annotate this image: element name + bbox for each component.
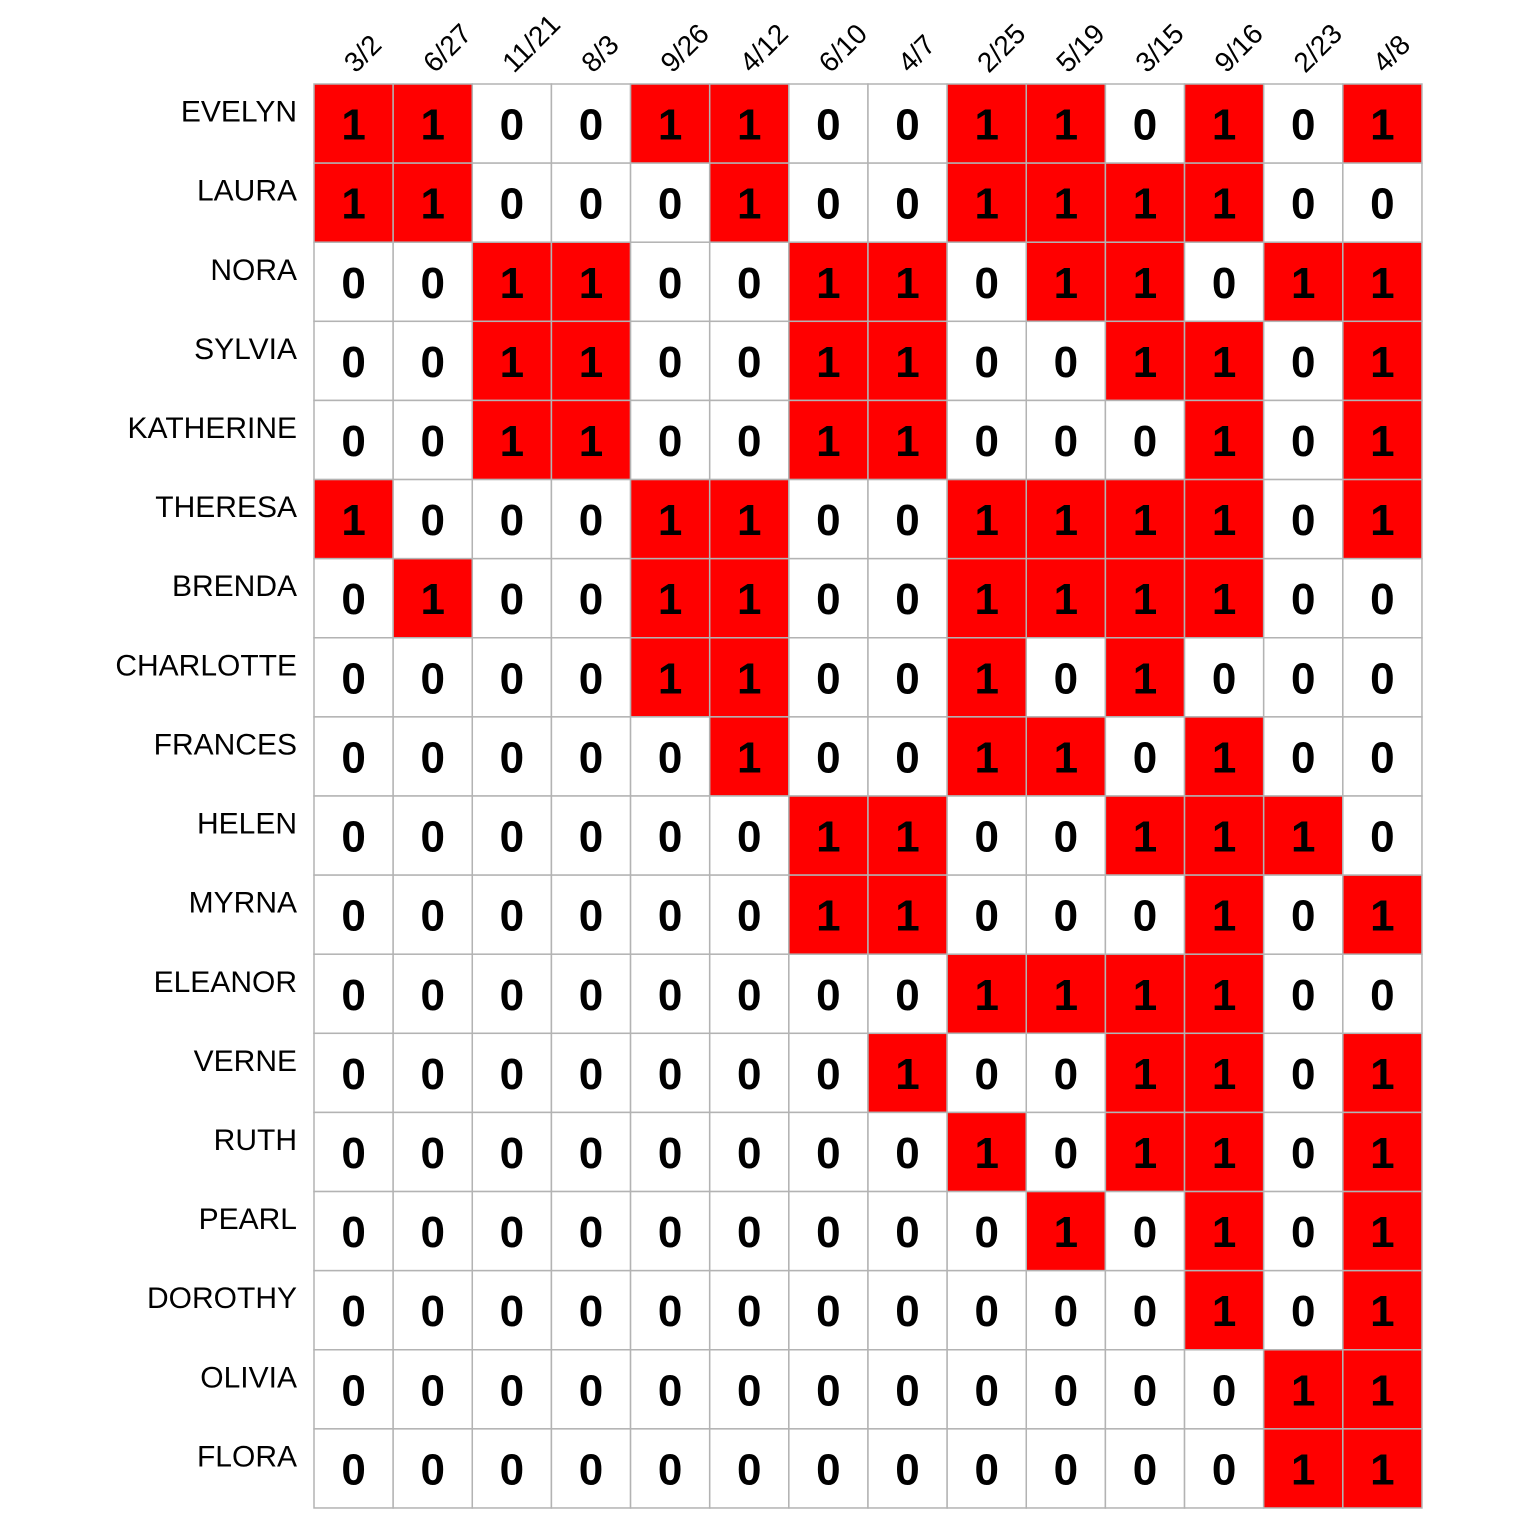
heatmap-cell-value: 1 xyxy=(1291,258,1316,308)
heatmap-cell-value: 1 xyxy=(1053,1208,1079,1258)
column-label: 11/21 xyxy=(496,8,567,79)
heatmap-cell-value: 0 xyxy=(578,891,604,941)
heatmap-cell-value: 0 xyxy=(341,812,366,862)
heatmap-cell-value: 0 xyxy=(816,1208,841,1258)
heatmap-cell-value: 1 xyxy=(657,575,683,625)
heatmap-cell-value: 0 xyxy=(1291,575,1316,625)
heatmap-cell-value: 0 xyxy=(895,1445,920,1495)
heatmap-cell-value: 0 xyxy=(895,654,920,704)
heatmap-cell-value: 1 xyxy=(1053,179,1079,229)
heatmap-cell-value: 0 xyxy=(1291,100,1316,150)
heatmap-cell-value: 1 xyxy=(895,258,920,308)
heatmap-cell-value: 0 xyxy=(895,100,920,150)
heatmap-cell-value: 1 xyxy=(816,812,841,862)
heatmap-cell-value: 1 xyxy=(1053,733,1079,783)
heatmap-cell-value: 1 xyxy=(1132,179,1158,229)
heatmap-cell-value: 1 xyxy=(1370,496,1395,546)
heatmap-cell-value: 0 xyxy=(1053,1128,1079,1178)
heatmap-cell-value: 1 xyxy=(1291,812,1316,862)
heatmap-cell-value: 0 xyxy=(499,496,525,546)
heatmap-cell-value: 1 xyxy=(578,258,604,308)
heatmap-cell-value: 0 xyxy=(657,1445,683,1495)
heatmap-cell-value: 1 xyxy=(895,891,920,941)
heatmap-cell-value: 1 xyxy=(420,179,445,229)
heatmap-cell-value: 1 xyxy=(1370,1366,1395,1416)
heatmap-cell-value: 0 xyxy=(1132,100,1158,150)
heatmap-cell-value: 1 xyxy=(1132,1128,1158,1178)
heatmap-cell-value: 0 xyxy=(895,1287,920,1337)
heatmap-cell-value: 0 xyxy=(974,258,999,308)
heatmap-cell-value: 0 xyxy=(420,1366,445,1416)
heatmap-cell-value: 0 xyxy=(341,1128,366,1178)
row-label: FRANCES xyxy=(153,728,297,762)
heatmap-cell-value: 0 xyxy=(816,1287,841,1337)
heatmap-cell-value: 0 xyxy=(816,496,841,546)
heatmap-cell-value: 0 xyxy=(816,1128,841,1178)
heatmap-cell-value: 0 xyxy=(657,891,683,941)
heatmap-cell-value: 0 xyxy=(1053,1287,1079,1337)
heatmap-cell-value: 0 xyxy=(816,654,841,704)
row-label: SYLVIA xyxy=(194,332,297,366)
heatmap-cell-value: 1 xyxy=(1211,1208,1237,1258)
heatmap-cell-value: 0 xyxy=(578,1287,604,1337)
heatmap-cell-value: 0 xyxy=(816,575,841,625)
heatmap-cell-value: 0 xyxy=(657,179,683,229)
heatmap-cell-value: 0 xyxy=(578,1208,604,1258)
heatmap-cell-value: 0 xyxy=(1132,733,1158,783)
heatmap-cell-value: 0 xyxy=(341,654,366,704)
heatmap-cell-value: 1 xyxy=(974,496,999,546)
row-label: MYRNA xyxy=(188,886,297,920)
heatmap-cell-value: 1 xyxy=(974,179,999,229)
column-label: 6/27 xyxy=(417,17,478,79)
column-label: 3/15 xyxy=(1129,17,1190,79)
heatmap-cell-value: 1 xyxy=(974,970,999,1020)
heatmap-cell-value: 0 xyxy=(578,812,604,862)
heatmap-cell-value: 0 xyxy=(420,1445,445,1495)
heatmap-cell-value: 0 xyxy=(737,1445,762,1495)
heatmap-cell-value: 0 xyxy=(737,1049,762,1099)
heatmap-cell-value: 1 xyxy=(499,258,525,308)
heatmap-cell-value: 1 xyxy=(974,733,999,783)
heatmap-cell-value: 0 xyxy=(341,1445,366,1495)
row-label: LAURA xyxy=(196,174,297,208)
heatmap-cell-value: 0 xyxy=(1291,1287,1316,1337)
heatmap-cell-value: 1 xyxy=(737,496,762,546)
heatmap-cell-value: 1 xyxy=(1053,100,1079,150)
heatmap-cell-value: 1 xyxy=(1132,337,1158,387)
heatmap-cell-value: 0 xyxy=(737,416,762,466)
heatmap-cell-value: 1 xyxy=(974,1128,999,1178)
column-label: 8/3 xyxy=(575,28,625,79)
heatmap-cell-value: 0 xyxy=(499,891,525,941)
heatmap-cell-value: 1 xyxy=(657,496,683,546)
heatmap-cell-value: 1 xyxy=(1370,1208,1395,1258)
column-label: 9/16 xyxy=(1208,17,1269,79)
heatmap-cell-value: 1 xyxy=(499,337,525,387)
heatmap-cell-value: 1 xyxy=(657,100,683,150)
heatmap-cell-value: 0 xyxy=(737,891,762,941)
heatmap-cell-value: 0 xyxy=(816,100,841,150)
heatmap-cell-value: 0 xyxy=(895,1366,920,1416)
row-label: DOROTHY xyxy=(147,1282,297,1316)
heatmap-cell-value: 0 xyxy=(420,1287,445,1337)
row-label: KATHERINE xyxy=(127,411,297,445)
heatmap-cell-value: 0 xyxy=(895,733,920,783)
heatmap-cell-value: 0 xyxy=(1291,654,1316,704)
heatmap-cell-value: 0 xyxy=(1291,970,1316,1020)
heatmap-cell-value: 0 xyxy=(578,496,604,546)
heatmap-cell-value: 0 xyxy=(420,258,445,308)
heatmap-cell-value: 0 xyxy=(420,496,445,546)
heatmap-cell-value: 1 xyxy=(816,891,841,941)
row-label: ELEANOR xyxy=(153,965,297,999)
heatmap-cell-value: 0 xyxy=(1291,1208,1316,1258)
heatmap-cell-value: 0 xyxy=(420,812,445,862)
heatmap-cell-value: 1 xyxy=(578,416,604,466)
column-label: 2/25 xyxy=(971,17,1032,79)
column-label: 4/12 xyxy=(733,17,795,79)
heatmap-cell-value: 1 xyxy=(341,179,366,229)
heatmap-cell-value: 0 xyxy=(578,575,604,625)
heatmap-cell-value: 0 xyxy=(1291,1049,1316,1099)
heatmap-cell-value: 0 xyxy=(974,416,999,466)
heatmap-cell-value: 0 xyxy=(499,812,525,862)
column-label: 5/19 xyxy=(1050,17,1111,79)
heatmap-cell-value: 0 xyxy=(341,1366,366,1416)
heatmap-cell-value: 0 xyxy=(895,496,920,546)
column-label: 4/7 xyxy=(891,28,942,79)
heatmap-cell-value: 1 xyxy=(895,416,920,466)
row-label: HELEN xyxy=(196,807,297,841)
heatmap-cell-value: 0 xyxy=(1132,1366,1158,1416)
row-label: CHARLOTTE xyxy=(115,649,297,683)
heatmap-cell-value: 0 xyxy=(657,733,683,783)
heatmap-cell-value: 0 xyxy=(1291,416,1316,466)
heatmap-cell-value: 0 xyxy=(816,1049,841,1099)
heatmap-cell-value: 0 xyxy=(816,733,841,783)
heatmap-cell-value: 0 xyxy=(895,970,920,1020)
heatmap-cell-value: 0 xyxy=(737,1287,762,1337)
heatmap-cell-value: 1 xyxy=(1370,100,1395,150)
heatmap-cell-value: 1 xyxy=(1211,1287,1237,1337)
heatmap-cell-value: 0 xyxy=(420,970,445,1020)
row-label: THERESA xyxy=(155,491,297,525)
heatmap-cell-value: 0 xyxy=(341,1049,366,1099)
heatmap-cell-value: 1 xyxy=(816,416,841,466)
heatmap-cell-value: 0 xyxy=(737,1128,762,1178)
heatmap-cell-value: 1 xyxy=(420,575,445,625)
heatmap-cell-value: 0 xyxy=(420,733,445,783)
heatmap-cell-value: 0 xyxy=(1370,733,1395,783)
heatmap-cell-value: 0 xyxy=(1291,496,1316,546)
heatmap-cell-value: 1 xyxy=(1370,1287,1395,1337)
heatmap-cell-value: 1 xyxy=(1211,1049,1237,1099)
heatmap-cell-value: 1 xyxy=(737,100,762,150)
heatmap-cell-value: 0 xyxy=(974,1049,999,1099)
heatmap-cell-value: 0 xyxy=(737,1366,762,1416)
heatmap-cell-value: 1 xyxy=(1211,100,1237,150)
heatmap-cell-value: 0 xyxy=(974,1366,999,1416)
heatmap-cell-value: 1 xyxy=(1370,258,1395,308)
heatmap-cell-value: 0 xyxy=(1132,1445,1158,1495)
heatmap-cell-value: 0 xyxy=(737,258,762,308)
heatmap-cell-value: 0 xyxy=(737,812,762,862)
heatmap-cell-value: 0 xyxy=(1053,1445,1079,1495)
heatmap-cell-value: 0 xyxy=(420,1128,445,1178)
row-label: OLIVIA xyxy=(200,1361,297,1395)
heatmap-cell-value: 1 xyxy=(1291,1445,1316,1495)
heatmap-cell-value: 0 xyxy=(816,970,841,1020)
heatmap-cell-value: 0 xyxy=(737,970,762,1020)
heatmap-cell-value: 1 xyxy=(1211,575,1237,625)
heatmap-cell-value: 0 xyxy=(1211,1445,1237,1495)
heatmap-cell-value: 1 xyxy=(1132,496,1158,546)
heatmap-cell-value: 1 xyxy=(341,496,366,546)
heatmap-cell-value: 0 xyxy=(1291,891,1316,941)
heatmap-cell-value: 1 xyxy=(895,1049,920,1099)
heatmap-cell-value: 1 xyxy=(1211,179,1237,229)
heatmap-cell-value: 0 xyxy=(420,1049,445,1099)
heatmap-cell-value: 1 xyxy=(1370,1128,1395,1178)
heatmap-cell-value: 0 xyxy=(341,733,366,783)
heatmap-cell-value: 1 xyxy=(1132,575,1158,625)
row-label: RUTH xyxy=(213,1123,297,1157)
heatmap-cell-value: 0 xyxy=(578,100,604,150)
heatmap-cell-value: 0 xyxy=(578,733,604,783)
heatmap-cell-value: 0 xyxy=(1211,1366,1237,1416)
heatmap-cell-value: 1 xyxy=(974,100,999,150)
heatmap-cell-value: 0 xyxy=(341,1287,366,1337)
heatmap-cell-value: 1 xyxy=(974,575,999,625)
heatmap-cell-value: 0 xyxy=(1053,1049,1079,1099)
heatmap-cells xyxy=(314,84,1422,1508)
heatmap-cell-value: 0 xyxy=(1370,575,1395,625)
row-labels xyxy=(115,96,297,1474)
heatmap-cell-value: 0 xyxy=(578,1128,604,1178)
heatmap-cell-value: 0 xyxy=(499,1128,525,1178)
heatmap-cell-value: 1 xyxy=(1211,891,1237,941)
heatmap-cell-value: 0 xyxy=(341,891,366,941)
heatmap-cell-value: 0 xyxy=(1291,733,1316,783)
heatmap-cell-value: 0 xyxy=(420,654,445,704)
heatmap-cell-value: 0 xyxy=(1370,179,1395,229)
heatmap-cell-value: 1 xyxy=(1132,970,1158,1020)
heatmap-cell-value: 0 xyxy=(657,1049,683,1099)
heatmap-cell-value: 0 xyxy=(420,337,445,387)
heatmap-cell-value: 1 xyxy=(737,179,762,229)
heatmap-cell-value: 1 xyxy=(1370,891,1395,941)
column-label: 2/23 xyxy=(1287,17,1349,79)
heatmap-cell-value: 0 xyxy=(499,733,525,783)
heatmap-cell-value: 0 xyxy=(499,575,525,625)
heatmap-cell-value: 1 xyxy=(341,100,366,150)
heatmap-cell-value: 1 xyxy=(420,100,445,150)
heatmap-cell-value: 0 xyxy=(657,1366,683,1416)
heatmap-cell-value: 0 xyxy=(816,1445,841,1495)
heatmap-cell-value: 0 xyxy=(1132,416,1158,466)
heatmap-cell-value: 0 xyxy=(737,1208,762,1258)
heatmap-cell-value: 0 xyxy=(499,179,525,229)
heatmap-cell-value: 0 xyxy=(341,416,366,466)
heatmap-cell-value: 0 xyxy=(657,258,683,308)
heatmap-cell-value: 0 xyxy=(499,100,525,150)
heatmap-cell-value: 1 xyxy=(1211,812,1237,862)
heatmap-cell-value: 1 xyxy=(974,654,999,704)
heatmap-cell-value: 0 xyxy=(895,575,920,625)
heatmap-cell-value: 0 xyxy=(341,575,366,625)
heatmap-cell-value: 1 xyxy=(1370,1049,1395,1099)
column-label: 4/8 xyxy=(1366,28,1417,79)
heatmap-cell-value: 0 xyxy=(499,1366,525,1416)
column-label: 6/10 xyxy=(812,17,874,79)
heatmap-cell-value: 0 xyxy=(578,654,604,704)
heatmap-cell-value: 1 xyxy=(895,812,920,862)
heatmap-cell-value: 1 xyxy=(1053,575,1079,625)
row-label: EVELYN xyxy=(180,95,297,129)
heatmap-cell-value: 0 xyxy=(974,1208,999,1258)
heatmap-cell-value: 0 xyxy=(974,812,999,862)
heatmap-cell-value: 0 xyxy=(499,970,525,1020)
heatmap-cell-value: 1 xyxy=(1132,812,1158,862)
heatmap-cell-value: 0 xyxy=(657,416,683,466)
heatmap-cell-value: 0 xyxy=(1291,1128,1316,1178)
heatmap-cell-value: 0 xyxy=(1132,1208,1158,1258)
row-label: PEARL xyxy=(198,1203,297,1237)
heatmap-cell-value: 1 xyxy=(1053,496,1079,546)
heatmap-cell-value: 1 xyxy=(816,258,841,308)
heatmap-cell-value: 0 xyxy=(657,337,683,387)
heatmap-cell-value: 1 xyxy=(1132,654,1158,704)
heatmap-cell-value: 0 xyxy=(420,416,445,466)
heatmap-cell-value: 0 xyxy=(1053,812,1079,862)
heatmap-cell-value: 1 xyxy=(1211,970,1237,1020)
heatmap-cell-value: 1 xyxy=(1370,337,1395,387)
heatmap-cell-value: 0 xyxy=(895,179,920,229)
heatmap-cell-value: 0 xyxy=(341,1208,366,1258)
heatmap-cell-value: 0 xyxy=(1053,891,1079,941)
column-label: 9/26 xyxy=(654,17,715,79)
row-label: VERNE xyxy=(193,1044,297,1078)
heatmap-cell-value: 0 xyxy=(1291,179,1316,229)
heatmap-cell-value: 1 xyxy=(1211,1128,1237,1178)
heatmap-cell-value: 0 xyxy=(578,970,604,1020)
heatmap-cell-value: 0 xyxy=(420,1208,445,1258)
heatmap-cell-value: 1 xyxy=(816,337,841,387)
heatmap-cell-value: 0 xyxy=(578,1366,604,1416)
heatmap-cell-value: 1 xyxy=(1211,416,1237,466)
heatmap-cell-value: 1 xyxy=(1370,416,1395,466)
heatmap-cell-value: 0 xyxy=(974,1445,999,1495)
column-label: 3/2 xyxy=(337,28,388,79)
heatmap-cell-value: 0 xyxy=(657,1128,683,1178)
heatmap-cell-value: 0 xyxy=(1053,1366,1079,1416)
heatmap-cell-value: 0 xyxy=(420,891,445,941)
heatmap-cell-value: 0 xyxy=(1370,970,1395,1020)
row-label: BRENDA xyxy=(171,570,297,604)
heatmap-cell-value: 0 xyxy=(974,337,999,387)
heatmap-cell-value: 1 xyxy=(1211,733,1237,783)
heatmap-cell-value: 0 xyxy=(1291,337,1316,387)
heatmap-cell-value: 0 xyxy=(1370,654,1395,704)
heatmap-cell-value: 0 xyxy=(737,337,762,387)
heatmap-cell-value: 0 xyxy=(895,1128,920,1178)
column-labels xyxy=(338,8,1416,78)
heatmap-cell-value: 0 xyxy=(499,1208,525,1258)
heatmap-cell-value: 0 xyxy=(341,970,366,1020)
heatmap-cell-value: 0 xyxy=(1053,654,1079,704)
heatmap-cell-value: 1 xyxy=(1053,258,1079,308)
heatmap-cell-value: 0 xyxy=(499,1049,525,1099)
heatmap-cell-value: 0 xyxy=(341,337,366,387)
heatmap-cell-value: 1 xyxy=(1211,496,1237,546)
heatmap-cell-value: 0 xyxy=(1053,337,1079,387)
heatmap-cell-value: 0 xyxy=(657,812,683,862)
heatmap-cell-value: 0 xyxy=(974,1287,999,1337)
heatmap-cell-value: 0 xyxy=(341,258,366,308)
heatmap-cell-value: 0 xyxy=(657,1208,683,1258)
heatmap-cell-value: 0 xyxy=(499,654,525,704)
heatmap-cell-value: 0 xyxy=(1211,654,1237,704)
heatmap-cell-value: 0 xyxy=(974,891,999,941)
heatmap-cell-value: 0 xyxy=(578,1049,604,1099)
heatmap-cell-value: 0 xyxy=(816,1366,841,1416)
heatmap-cell-value: 0 xyxy=(1132,891,1158,941)
heatmap-cell-value: 1 xyxy=(1370,1445,1395,1495)
heatmap-cell-value: 1 xyxy=(1053,970,1079,1020)
heatmap-cell-value: 1 xyxy=(737,654,762,704)
heatmap-cell-value: 1 xyxy=(578,337,604,387)
heatmap-cell-value: 0 xyxy=(499,1287,525,1337)
heatmap-cell-value: 1 xyxy=(1132,258,1158,308)
row-label: FLORA xyxy=(196,1440,297,1474)
heatmap-cell-value: 0 xyxy=(816,179,841,229)
heatmap-cell-value: 1 xyxy=(1132,1049,1158,1099)
row-label: NORA xyxy=(210,253,297,287)
heatmap-cell-value: 1 xyxy=(657,654,683,704)
heatmap-cell-value: 0 xyxy=(657,970,683,1020)
heatmap-cell-value: 0 xyxy=(895,1208,920,1258)
heatmap-cell-value: 0 xyxy=(1370,812,1395,862)
heatmap-cell-value: 1 xyxy=(737,575,762,625)
heatmap-cell-value: 0 xyxy=(578,179,604,229)
heatmap-cell-value: 1 xyxy=(1211,337,1237,387)
heatmap-cell-value: 0 xyxy=(1132,1287,1158,1337)
heatmap-cell-value: 0 xyxy=(1211,258,1237,308)
heatmap-cell-value: 1 xyxy=(895,337,920,387)
heatmap-cell-value: 0 xyxy=(499,1445,525,1495)
heatmap-cell-value: 0 xyxy=(657,1287,683,1337)
heatmap-cell-value: 0 xyxy=(1053,416,1079,466)
heatmap-cell-value: 1 xyxy=(1291,1366,1316,1416)
heatmap-cell-value: 0 xyxy=(578,1445,604,1495)
heatmap-cell-value: 1 xyxy=(499,416,525,466)
heatmap-cell-value: 1 xyxy=(737,733,762,783)
